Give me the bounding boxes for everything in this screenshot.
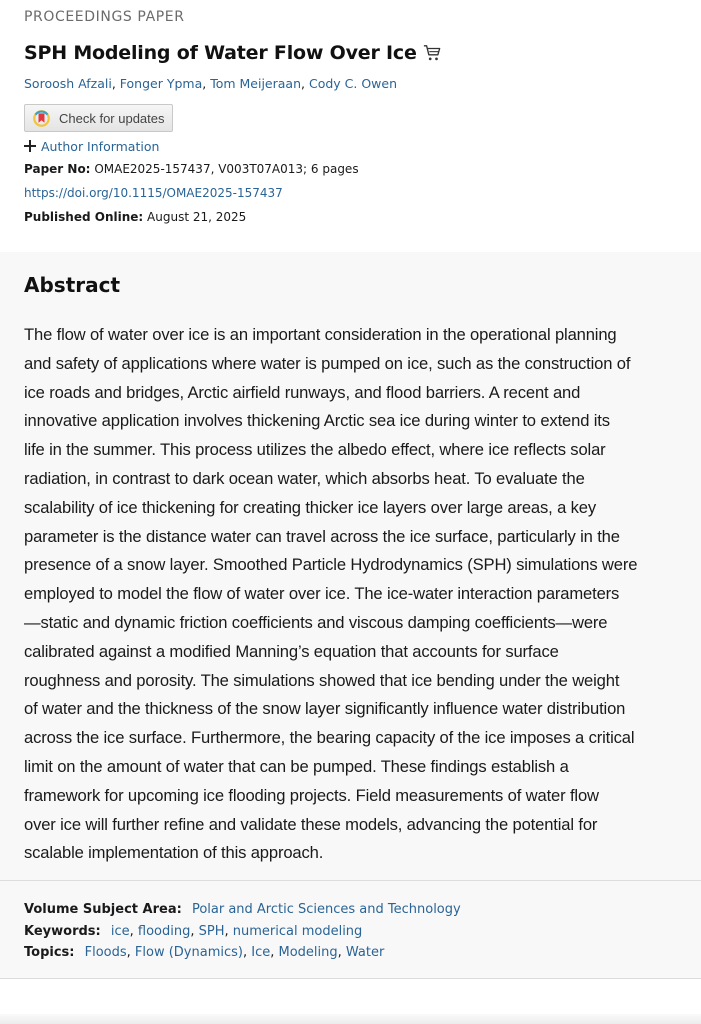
- published-label: Published Online:: [24, 210, 144, 224]
- check-for-updates-label: Check for updates: [59, 110, 165, 126]
- topic-link[interactable]: Water: [345, 945, 385, 960]
- abstract-section: [0, 252, 701, 979]
- article-header: [0, 0, 701, 252]
- author-link[interactable]: Fonger Ypma: [119, 76, 203, 91]
- doi-link[interactable]: https://doi.org/10.1115/OMAE2025-157437: [24, 186, 283, 200]
- abstract-text: [24, 321, 686, 868]
- keyword-separator: ,: [224, 923, 233, 939]
- abstract-line: across the ice surface. Furthermore, the bearing capacity of the ice imposes a critical: [24, 728, 635, 748]
- doi-row: [24, 185, 677, 201]
- keyword-link[interactable]: ice: [110, 923, 130, 939]
- keyword-link[interactable]: numerical modeling: [232, 923, 363, 939]
- abstract-line: ice roads and bridges, Arctic airfield runways, and flood barriers. A recent and: [24, 382, 581, 402]
- paper-number-label: Paper No:: [24, 162, 91, 176]
- paper-number: [24, 161, 677, 177]
- abstract-line: scalability of ice thickening for creating thicker ice layers over large areas, a key: [24, 497, 596, 517]
- keywords-row: [24, 921, 461, 943]
- topics-row: [24, 942, 461, 964]
- author-link[interactable]: Soroosh Afzali: [24, 76, 112, 91]
- abstract-line: parameter is the distance water can travel across the ice surface, particularly in the: [24, 526, 620, 546]
- abstract-line: limit on the amount of water that can be pumped. These findings establish a: [24, 756, 569, 776]
- author-separator: ,: [301, 76, 309, 91]
- keyword-separator: ,: [129, 923, 138, 939]
- abstract-line: calibrated against a modified Manning’s equation that accounts for surface: [24, 641, 559, 661]
- author-link[interactable]: Tom Meijeraan: [210, 76, 302, 91]
- abstract-heading: Abstract: [24, 273, 121, 297]
- author-information-toggle[interactable]: [24, 137, 677, 155]
- published-date: August 21, 2025: [147, 210, 247, 224]
- topic-link[interactable]: Floods: [84, 945, 127, 960]
- abstract-line: innovative application involves thickening Arctic sea ice during winter to extend its: [24, 411, 610, 431]
- article-title: SPH Modeling of Water Flow Over Ice: [24, 42, 417, 64]
- shopping-cart-icon[interactable]: [423, 44, 441, 62]
- subject-area-label: Volume Subject Area:: [24, 902, 182, 917]
- keywords-label: Keywords:: [24, 923, 101, 939]
- keyword-link[interactable]: flooding: [137, 923, 191, 939]
- keyword-link[interactable]: SPH: [198, 923, 225, 939]
- topic-link[interactable]: Ice: [251, 945, 271, 960]
- abstract-line: scalable implementation of this approach.: [24, 843, 324, 863]
- crossmark-icon: [33, 110, 50, 127]
- title-row: [24, 40, 677, 66]
- abstract-line: radiation, in contrast to dark ocean water, which absorbs heat. To evaluate the: [24, 468, 585, 488]
- paper-number-value: OMAE2025-157437, V003T07A013; 6 pages: [94, 162, 359, 176]
- author-link[interactable]: Cody C. Owen: [308, 76, 397, 91]
- author-list: [24, 76, 677, 92]
- abstract-line: over ice will further refine and validate these models, advancing the potential for: [24, 814, 598, 834]
- abstract-line: life in the summer. This process utilizes the albedo effect, where ice reflects solar: [24, 440, 606, 460]
- abstract-line: presence of a snow layer. Smoothed Particle Hydrodynamics (SPH) simulations were: [24, 555, 638, 575]
- abstract-line: and safety of applications where water is pumped on ice, such as the construction of: [24, 353, 631, 373]
- abstract-line: —static and dynamic friction coefficients and viscous damping coefficients—were: [24, 612, 608, 632]
- abstract-line: roughness and porosity. The simulations showed that ice bending under the weight: [24, 670, 620, 690]
- topic-separator: ,: [126, 945, 135, 960]
- topic-separator: ,: [337, 945, 346, 960]
- topics-label: Topics:: [24, 945, 75, 960]
- section-divider: [0, 880, 701, 881]
- abstract-line: of water and the thickness of the snow layer significantly influence water distribution: [24, 699, 626, 719]
- keyword-separator: ,: [190, 923, 199, 939]
- subject-area-link[interactable]: Polar and Arctic Sciences and Technology: [191, 902, 461, 917]
- author-separator: ,: [111, 76, 120, 91]
- topic-separator: ,: [242, 945, 252, 960]
- article-metadata: [24, 899, 461, 964]
- author-separator: ,: [202, 76, 211, 91]
- abstract-line: employed to model the flow of water over ice. The ice-water interaction parameters: [24, 584, 620, 604]
- topic-link[interactable]: Flow (Dynamics): [134, 945, 243, 960]
- check-for-updates-button[interactable]: [24, 104, 173, 132]
- article-type-label: PROCEEDINGS PAPER: [24, 9, 185, 25]
- abstract-line: framework for upcoming ice flooding projects. Field measurements of water flow: [24, 785, 599, 805]
- abstract-line: The flow of water over ice is an important consideration in the operational planning: [24, 325, 617, 344]
- plus-icon: [24, 140, 36, 152]
- author-information-link[interactable]: Author Information: [41, 138, 160, 154]
- page-bottom-edge: [0, 1014, 701, 1024]
- subject-area-row: [24, 899, 461, 921]
- published-online: [24, 209, 677, 225]
- topic-separator: ,: [270, 945, 279, 960]
- topic-link[interactable]: Modeling: [278, 945, 338, 960]
